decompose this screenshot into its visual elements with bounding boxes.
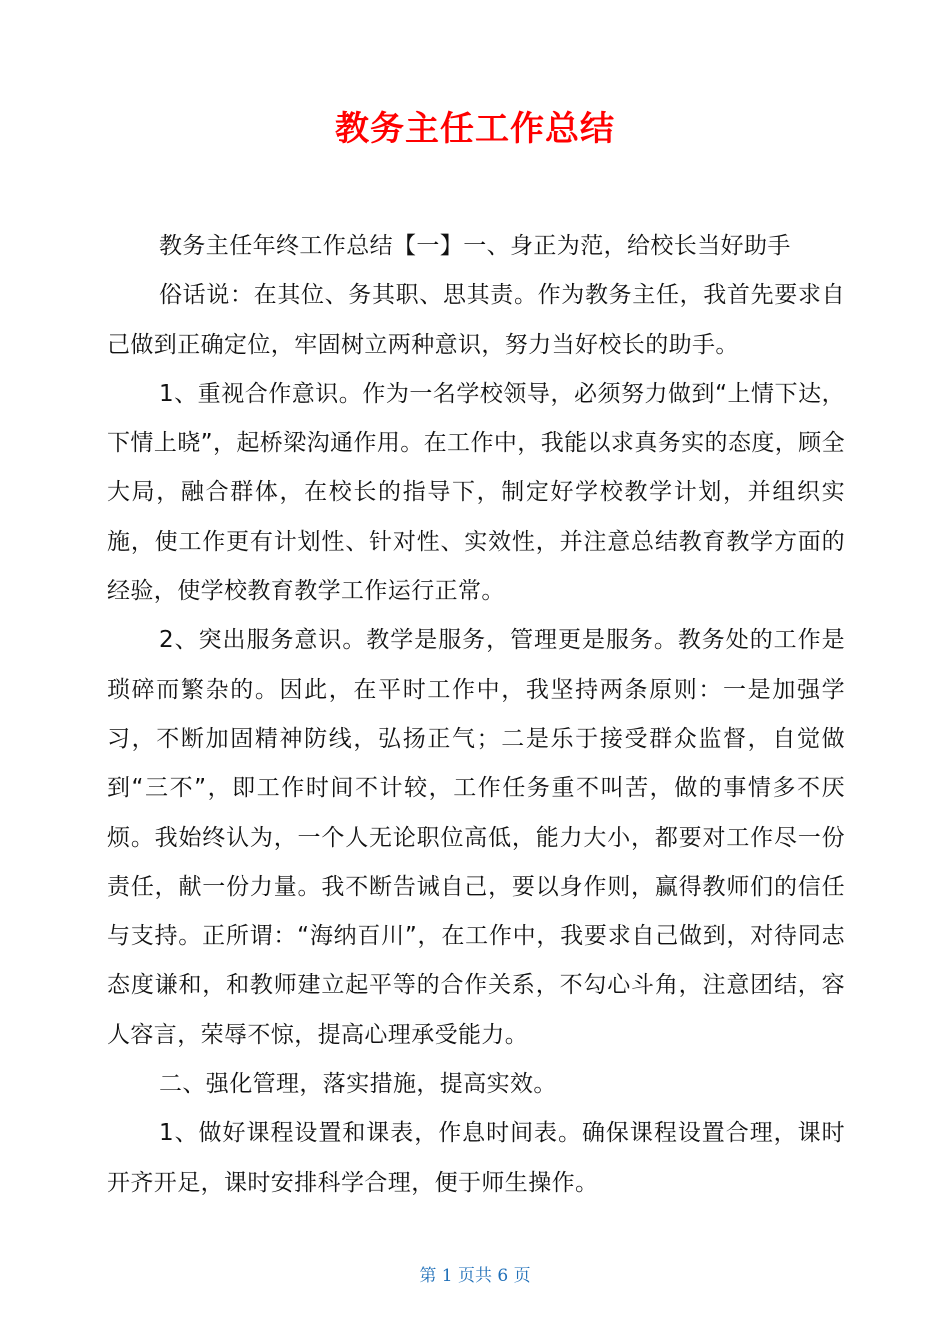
- page-number-footer: 第 1 页共 6 页: [419, 1266, 531, 1286]
- document-body: [107, 222, 845, 1208]
- document-title: 教务主任工作总结: [335, 109, 615, 149]
- paragraph-heading-two: 二、强化管理，落实措施，提高实效。: [159, 1071, 557, 1098]
- paragraph-intro: 俗话说：在其位、务其职、思其责。作为教务主任，我首先要求自己做到正确定位，牢固树立两种意识，努力当好校长的助手。: [107, 282, 845, 358]
- paragraph-cooperation: 1、重视合作意识。作为一名学校领导，必须努力做到“上情下达，下情上晓”，起桥梁沟通作用。在工作中，我能以求真务实的态度，顾全大局，融合群体，在校长的指导下，制定好学校教学计划，并组织实施，使工作更有计划性、针对性、实效性，并注意总结教育教学方面的经验，使学校教育教学工作运行正常。: [107, 380, 845, 605]
- paragraph-heading-one: 教务主任年终工作总结【一】一、身正为范，给校长当好助手: [159, 233, 791, 259]
- paragraph-curriculum: 1、做好课程设置和课表，作息时间表。确保课程设置合理，课时开齐开足，课时安排科学合理，便于师生操作。: [107, 1120, 845, 1196]
- paragraph-service: 2、突出服务意识。教学是服务，管理更是服务。教务处的工作是琐碎而繁杂的。因此，在平时工作中，我坚持两条原则：一是加强学习，不断加固精神防线，弘扬正气；二是乐于接受群众监督，自觉做到“三不”，即工作时间不计较，工作任务重不叫苦，做的事情多不厌烦。我始终认为，一个人无论职位高低，能力大小，都要对工作尽一份责任，献一份力量。我不断告诫自己，要以身作则，赢得教师们的信任与支持。正所谓：“海纳百川”，在工作中，我要求自己做到，对待同志态度谦和，和教师建立起平等的合作关系，不勾心斗角，注意团结，容人容言，荣辱不惊，提高心理承受能力。: [107, 627, 845, 1048]
